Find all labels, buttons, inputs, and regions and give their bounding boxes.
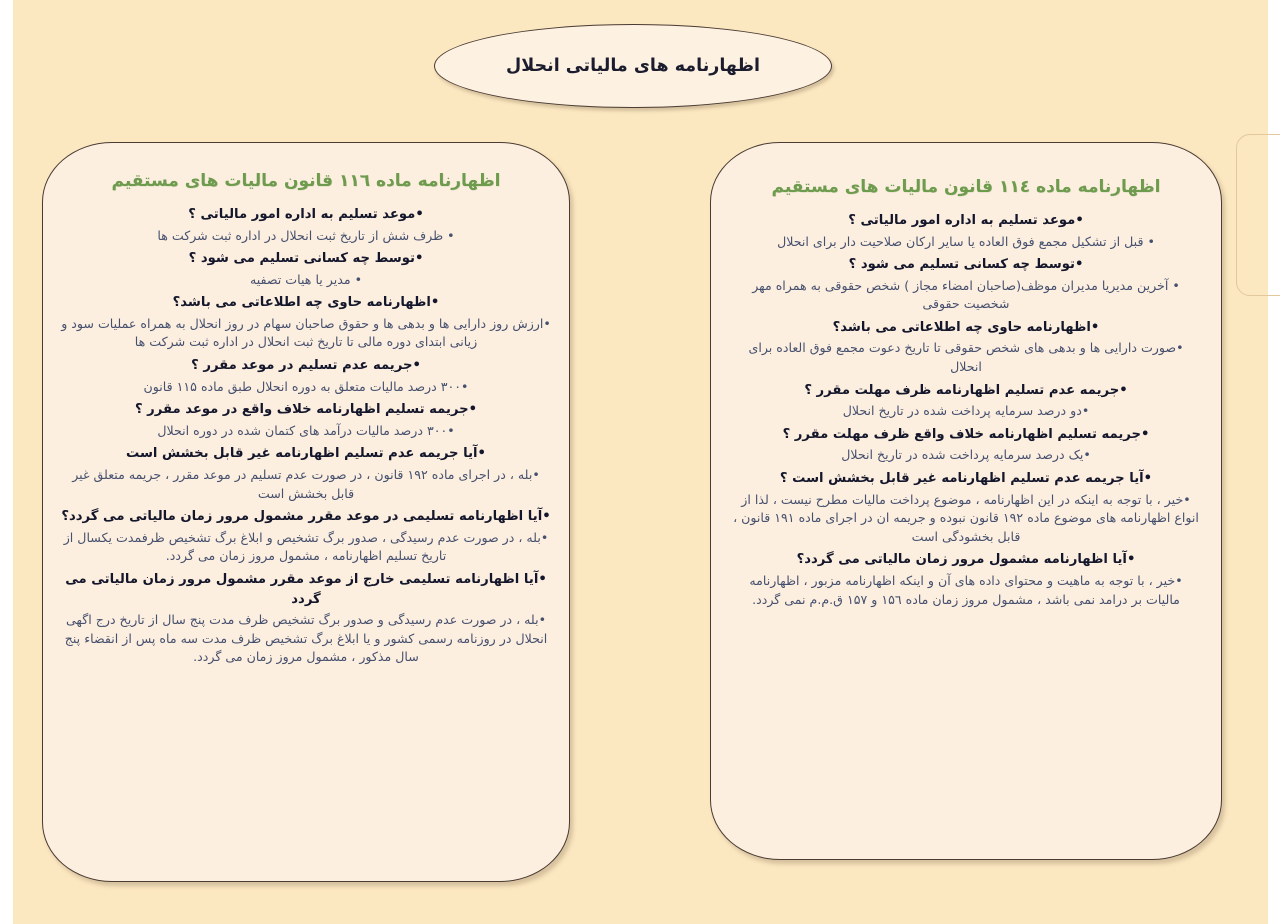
card-114-qa-list [731, 211, 1201, 609]
page-title: اظهارنامه های مالیاتی انحلال [506, 56, 760, 76]
qa-question: •توسط چه کسانی تسلیم می شود ؟ [848, 257, 1084, 273]
qa-answer: •صورت دارایی ها و بدهی های شخص حقوقی تا تاریخ دعوت مجمع فوق العاده برای انحلال [748, 340, 1184, 375]
qa-answer: •۳۰۰ درصد مالیات درآمد های کتمان شده در دوره انحلال [157, 422, 455, 438]
card-116-qa-list [61, 205, 551, 667]
qa-question: •اظهارنامه حاوی چه اطلاعاتی می باشد؟ [832, 319, 1100, 335]
qa-answer: •بله ، در اجرای ماده ۱۹۲ قانون ، در صورت عدم تسلیم در موعد مقرر ، جریمه متعلق غیر قابل بخشش است [72, 466, 540, 501]
decorative-edge-frame [1236, 134, 1280, 296]
qa-answer: • آخرین مدیریا مدیران موظف(صاحبان امضاء مجاز ) شخص حقوقی به همراه مهر شخصیت حقوقی [752, 277, 1180, 312]
qa-question: •جریمه تسلیم اظهارنامه خلاف واقع در موعد مقرر ؟ [134, 402, 478, 418]
qa-question: •جریمه عدم تسلیم اظهارنامه ظرف مهلت مقرر ؟ [804, 382, 1128, 398]
qa-question: •موعد تسلیم به اداره امور مالیاتی ؟ [848, 213, 1084, 228]
qa-answer: •یک درصد سرمایه پرداخت شده در تاریخ انحلال [841, 447, 1091, 463]
qa-answer: •ارزش روز دارایی ها و بدهی ها و حقوق صاحبان سهام در روز انحلال به همراه عملیات سود و زیانی ابتدای دوره مالی تا تاریخ ثبت انحلال در اداره ثبت شرکت ها [61, 315, 551, 350]
qa-answer: •دو درصد سرمایه پرداخت شده در تاریخ انحلال [842, 403, 1090, 419]
qa-answer: •خیر ، با توجه به اینکه در این اظهارنامه ، موضوع پرداخت مالیات مطرح نیست ، لذا از انواع اظهارنامه های موضوع ماده ۱۹۲ قانون نبوده و جریمه ان در اجرای ماده ۱۹۱ قانون ، قابل بخشودگی است [733, 491, 1199, 544]
card-article-114 [710, 142, 1222, 860]
card-article-116 [42, 142, 570, 882]
qa-question: •آیا اظهارنامه تسلیمی خارج از موعد مقرر مشمول مرور زمان مالیاتی می گردد [65, 571, 547, 607]
qa-answer: • مدیر یا هیات تصفیه [249, 271, 363, 287]
qa-question: •آیا جریمه عدم تسلیم اظهارنامه غیر قابل بخشش است ؟ [779, 471, 1153, 487]
qa-question: •موعد تسلیم به اداره امور مالیاتی ؟ [188, 207, 424, 222]
qa-answer: •۳۰۰ درصد مالیات متعلق به دوره انحلال طبق ماده ۱۱۵ قانون [143, 378, 469, 394]
qa-answer: • قبل از تشکیل مجمع فوق العاده یا سایر ارکان صلاحیت دار برای انحلال [777, 233, 1155, 249]
qa-answer: •بله ، در صورت عدم رسیدگی و صدور برگ تشخیص ظرف مدت پنج سال از تاریخ درج اگهی انحلال در روزنامه رسمی کشور و یا ابلاغ برگ تشخیص ظرف مدت سه ماه پس از انقضاء پنج سال مذکور ، مشمول مروز زمان می گردد. [64, 612, 548, 665]
qa-question: •آیا اظهارنامه مشمول مرور زمان مالیاتی می گردد؟ [796, 552, 1136, 568]
card-114-heading: اظهارنامه ماده ۱۱٤ قانون مالیات های مستقیم [771, 177, 1161, 197]
qa-answer: •بله ، در صورت عدم رسیدگی ، صدور برگ تشخیص و ابلاغ برگ تشخیص ظرفمدت یکسال از تاریخ تسلیم اظهارنامه ، مشمول مروز زمان می گردد. [63, 529, 549, 564]
qa-question: •جریمه عدم تسلیم در موعد مقرر ؟ [191, 358, 421, 374]
qa-answer: •خیر ، با توجه به ماهیت و محتوای داده های آن و اینکه اظهارنامه مزبور ، اظهارنامه مالیات بر درامد نمی باشد ، مشمول مروز زمان ماده ۱۵٦ و ۱۵۷ ق.م.م نمی گردد. [749, 572, 1183, 607]
title-ellipse [434, 24, 832, 108]
qa-answer: • ظرف شش از تاریخ ثبت انحلال در اداره ثبت شرکت ها [157, 227, 455, 243]
qa-question: •جریمه تسلیم اظهارنامه خلاف واقع ظرف مهلت مقرر ؟ [782, 426, 1150, 442]
card-116-heading: اظهارنامه ماده ۱۱٦ قانون مالیات های مستقیم [111, 171, 501, 191]
qa-question: •اظهارنامه حاوی چه اطلاعاتی می باشد؟ [172, 295, 440, 311]
qa-question: •آیا جریمه عدم تسلیم اظهارنامه غیر قابل بخشش است [126, 446, 486, 462]
qa-question: •توسط چه کسانی تسلیم می شود ؟ [188, 251, 424, 267]
qa-question: •آیا اظهارنامه تسلیمی در موعد مقرر مشمول مرور زمان مالیاتی می گردد؟ [61, 509, 551, 525]
